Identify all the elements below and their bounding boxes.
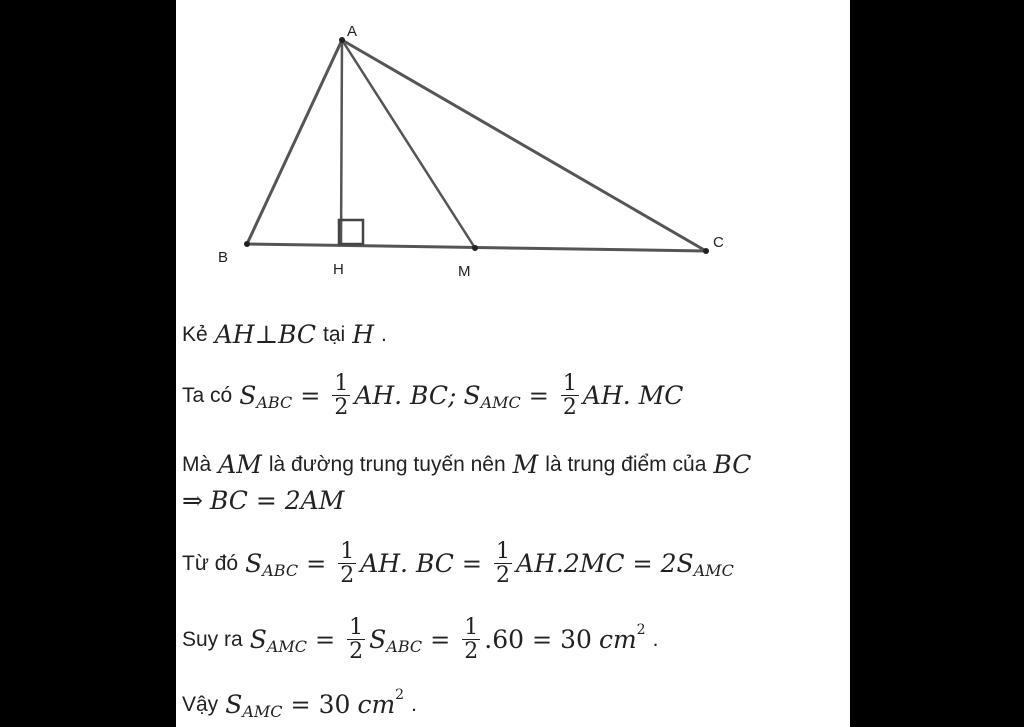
numerator: 1 <box>340 539 355 564</box>
math: M <box>512 450 539 479</box>
math: AH <box>214 320 255 349</box>
text: . <box>652 627 659 651</box>
point-a <box>339 37 345 43</box>
segment-am <box>342 40 475 248</box>
fraction <box>462 616 480 663</box>
line-5 <box>182 540 734 587</box>
denominator: 2 <box>334 395 349 421</box>
operator: = <box>430 625 451 654</box>
line-2 <box>182 372 683 419</box>
label-h: H <box>333 261 344 278</box>
superscript: 2 <box>395 686 405 703</box>
operator: = <box>306 549 327 578</box>
line-7 <box>182 686 417 721</box>
math: S <box>239 381 257 411</box>
text: Ta có <box>182 383 233 407</box>
math: AM <box>218 450 262 479</box>
operator: = <box>461 549 483 578</box>
text: là trung điểm của <box>545 452 707 476</box>
text: Mà <box>182 452 212 476</box>
math: S <box>249 625 267 655</box>
fraction <box>338 540 356 587</box>
segment-ah <box>341 40 342 246</box>
math: S <box>463 381 481 411</box>
line-3 <box>182 450 751 479</box>
math: S <box>225 690 243 719</box>
subscript: ABC <box>256 393 293 413</box>
perp-symbol: ⊥ <box>254 320 279 349</box>
math: H <box>352 320 375 349</box>
math: AH.2MC <box>516 549 625 579</box>
text: là đường trung tuyến nên <box>268 452 506 476</box>
text: Kẻ <box>182 322 208 346</box>
subscript: AMC <box>480 393 521 413</box>
math: cm <box>357 690 396 719</box>
subscript: AMC <box>242 702 283 721</box>
line-4 <box>182 486 344 515</box>
numerator: 1 <box>334 371 349 396</box>
text: Từ đó <box>182 551 239 575</box>
text: . <box>411 692 417 716</box>
denominator: 2 <box>340 563 355 589</box>
operator: = <box>290 690 311 719</box>
numerator: 1 <box>562 371 577 396</box>
point-c <box>703 248 709 254</box>
segment-ab <box>247 40 342 244</box>
point-b <box>244 241 250 247</box>
right-angle-mark <box>339 220 363 244</box>
fraction <box>332 372 350 419</box>
text: Vậy <box>182 692 219 716</box>
math: BC <box>278 320 317 349</box>
label-c: C <box>713 234 724 251</box>
superscript: 2 <box>636 621 646 638</box>
label-b: B <box>218 249 229 266</box>
fraction <box>561 372 579 419</box>
operator: = <box>632 549 653 578</box>
fraction <box>494 540 512 587</box>
math: AH. BC <box>360 549 454 579</box>
denominator: 2 <box>496 563 511 589</box>
segment-ac <box>342 40 706 251</box>
triangle-figure <box>176 0 850 300</box>
numerator: 1 <box>349 615 364 640</box>
math: 30 <box>318 690 351 719</box>
denominator: 2 <box>562 395 577 421</box>
math: S <box>245 549 263 579</box>
math: .60 <box>484 625 525 655</box>
text: tại <box>323 322 346 346</box>
operator: = <box>532 625 553 654</box>
denominator: 2 <box>349 639 364 665</box>
subscript: ABC <box>386 637 423 657</box>
point-m <box>472 245 478 251</box>
math: 2S <box>660 549 694 579</box>
math: S <box>369 625 387 655</box>
denominator: 2 <box>464 639 479 665</box>
operator: = <box>315 625 336 654</box>
label-a: A <box>347 23 358 40</box>
math: 30 <box>560 625 592 655</box>
math: AH. MC <box>582 381 684 411</box>
math: cm <box>598 625 637 655</box>
line-1 <box>182 320 387 349</box>
label-m: M <box>458 263 471 280</box>
subscript: AMC <box>266 637 308 657</box>
subscript: AMC <box>693 561 734 581</box>
numerator: 1 <box>496 539 511 564</box>
math: BC = 2AM <box>209 486 345 515</box>
operator: = <box>528 381 549 410</box>
math: BC <box>713 450 752 479</box>
line-6 <box>182 616 658 663</box>
implies-arrow: ⇒ <box>182 486 203 515</box>
content-page <box>176 0 850 727</box>
fraction <box>347 616 365 663</box>
operator: = <box>300 381 321 410</box>
text: . <box>381 322 387 346</box>
text: Suy ra <box>182 627 243 651</box>
numerator: 1 <box>464 615 479 640</box>
math: AH. BC; <box>354 381 457 411</box>
subscript: ABC <box>262 561 299 581</box>
